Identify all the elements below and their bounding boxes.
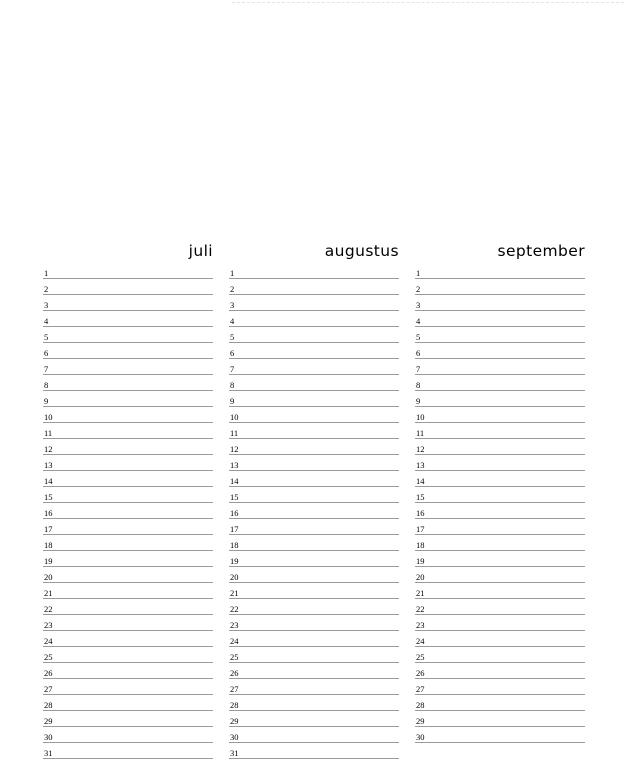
month-title: augustus [324, 242, 399, 260]
day-number: 18 [44, 540, 53, 550]
day-number: 20 [416, 572, 425, 582]
day-list [229, 263, 399, 759]
day-number: 11 [44, 428, 53, 438]
day-number: 14 [44, 476, 53, 486]
day-row [415, 279, 585, 295]
day-row [43, 279, 213, 295]
day-number: 7 [44, 364, 49, 374]
day-number: 18 [416, 540, 425, 550]
day-number: 27 [416, 684, 425, 694]
day-number: 5 [44, 332, 49, 342]
day-number: 12 [416, 444, 425, 454]
day-number: 8 [230, 380, 235, 390]
day-row [43, 743, 213, 759]
day-number: 31 [230, 748, 239, 758]
day-row [229, 343, 399, 359]
day-number: 24 [416, 636, 425, 646]
day-row [43, 343, 213, 359]
day-row [43, 647, 213, 663]
day-number: 20 [230, 572, 239, 582]
day-number: 8 [44, 380, 49, 390]
day-row [229, 327, 399, 343]
day-number: 13 [416, 460, 425, 470]
day-number: 13 [44, 460, 53, 470]
day-row [43, 327, 213, 343]
day-row [43, 599, 213, 615]
day-row [415, 583, 585, 599]
day-number: 22 [416, 604, 425, 614]
day-number: 31 [44, 748, 53, 758]
day-row [229, 727, 399, 743]
day-row [43, 487, 213, 503]
day-row [43, 391, 213, 407]
day-row [43, 359, 213, 375]
day-number: 25 [416, 652, 425, 662]
day-row [43, 711, 213, 727]
day-number: 11 [416, 428, 425, 438]
day-row [43, 695, 213, 711]
day-number: 15 [416, 492, 425, 502]
day-number: 19 [44, 556, 53, 566]
day-list [415, 263, 585, 743]
day-row [43, 663, 213, 679]
day-number: 28 [44, 700, 53, 710]
day-number: 25 [44, 652, 53, 662]
day-row [229, 471, 399, 487]
day-number: 22 [230, 604, 239, 614]
day-row [415, 599, 585, 615]
day-row [415, 343, 585, 359]
day-row [43, 615, 213, 631]
day-number: 19 [230, 556, 239, 566]
day-row [415, 711, 585, 727]
day-number: 3 [230, 300, 235, 310]
writing-line [229, 758, 399, 759]
day-row [229, 583, 399, 599]
day-number: 26 [416, 668, 425, 678]
day-number: 26 [230, 668, 239, 678]
day-number: 26 [44, 668, 53, 678]
day-number: 17 [44, 524, 53, 534]
day-row [415, 567, 585, 583]
month-column-augustus [229, 239, 399, 759]
day-number: 23 [230, 620, 239, 630]
day-number: 28 [230, 700, 239, 710]
day-row [43, 727, 213, 743]
day-number: 27 [230, 684, 239, 694]
month-title: september [497, 242, 585, 260]
day-number: 15 [230, 492, 239, 502]
writing-line [415, 742, 585, 743]
day-number: 4 [416, 316, 421, 326]
day-number: 29 [416, 716, 425, 726]
month-title: juli [188, 242, 213, 260]
day-number: 30 [230, 732, 239, 742]
day-row [229, 439, 399, 455]
day-row [229, 487, 399, 503]
day-number: 29 [230, 716, 239, 726]
day-number: 24 [230, 636, 239, 646]
day-row [229, 375, 399, 391]
day-number: 17 [230, 524, 239, 534]
day-row [415, 679, 585, 695]
day-row [229, 311, 399, 327]
day-row [415, 663, 585, 679]
day-number: 24 [44, 636, 53, 646]
day-row [415, 519, 585, 535]
day-number: 9 [416, 396, 421, 406]
day-number: 11 [230, 428, 239, 438]
day-row [229, 423, 399, 439]
day-row [229, 407, 399, 423]
day-row [229, 295, 399, 311]
day-row [43, 423, 213, 439]
day-row [229, 743, 399, 759]
day-number: 9 [44, 396, 49, 406]
day-row [43, 263, 213, 279]
day-row [229, 535, 399, 551]
day-row [415, 471, 585, 487]
day-row [43, 471, 213, 487]
day-number: 2 [230, 284, 235, 294]
day-list [43, 263, 213, 759]
day-row [229, 503, 399, 519]
day-row [415, 455, 585, 471]
day-number: 3 [44, 300, 49, 310]
day-number: 21 [416, 588, 425, 598]
day-row [229, 263, 399, 279]
day-number: 18 [230, 540, 239, 550]
day-row [43, 311, 213, 327]
day-row [415, 727, 585, 743]
day-number: 15 [44, 492, 53, 502]
day-row [229, 679, 399, 695]
day-row [229, 519, 399, 535]
day-row [43, 679, 213, 695]
month-calendar [43, 239, 584, 763]
day-number: 22 [44, 604, 53, 614]
day-number: 19 [416, 556, 425, 566]
day-row [43, 503, 213, 519]
day-number: 6 [44, 348, 49, 358]
day-row [415, 295, 585, 311]
day-row [229, 647, 399, 663]
day-row [229, 279, 399, 295]
day-number: 21 [44, 588, 53, 598]
day-number: 16 [44, 508, 53, 518]
day-row [229, 663, 399, 679]
day-number: 30 [416, 732, 425, 742]
day-number: 10 [416, 412, 425, 422]
day-number: 10 [44, 412, 53, 422]
day-number: 5 [416, 332, 421, 342]
day-number: 30 [44, 732, 53, 742]
day-row [229, 359, 399, 375]
day-row [43, 551, 213, 567]
day-row [229, 567, 399, 583]
day-number: 27 [44, 684, 53, 694]
day-row [415, 551, 585, 567]
day-row [415, 487, 585, 503]
day-number: 12 [230, 444, 239, 454]
day-number: 4 [44, 316, 49, 326]
day-row [43, 519, 213, 535]
day-row [43, 375, 213, 391]
day-row [43, 455, 213, 471]
day-number: 7 [230, 364, 235, 374]
day-number: 6 [416, 348, 421, 358]
day-row [415, 327, 585, 343]
day-row [43, 295, 213, 311]
day-number: 9 [230, 396, 235, 406]
day-row [229, 711, 399, 727]
day-number: 8 [416, 380, 421, 390]
day-number: 12 [44, 444, 53, 454]
day-row [415, 647, 585, 663]
day-row [43, 567, 213, 583]
day-number: 1 [230, 268, 235, 278]
day-number: 29 [44, 716, 53, 726]
day-row [43, 439, 213, 455]
day-number: 4 [230, 316, 235, 326]
day-number: 2 [44, 284, 49, 294]
day-row [229, 599, 399, 615]
day-row [229, 391, 399, 407]
day-row [415, 695, 585, 711]
day-row [415, 535, 585, 551]
day-number: 2 [416, 284, 421, 294]
day-row [415, 407, 585, 423]
day-number: 25 [230, 652, 239, 662]
top-divider [232, 2, 624, 3]
day-row [229, 695, 399, 711]
day-number: 28 [416, 700, 425, 710]
day-number: 7 [416, 364, 421, 374]
month-column-september [415, 239, 585, 743]
day-row [415, 615, 585, 631]
day-row [229, 551, 399, 567]
day-number: 23 [416, 620, 425, 630]
writing-line [43, 758, 213, 759]
day-number: 6 [230, 348, 235, 358]
day-row [43, 631, 213, 647]
day-row [229, 631, 399, 647]
day-row [415, 503, 585, 519]
day-number: 3 [416, 300, 421, 310]
day-row [229, 455, 399, 471]
day-number: 14 [230, 476, 239, 486]
day-number: 17 [416, 524, 425, 534]
day-number: 21 [230, 588, 239, 598]
day-number: 16 [230, 508, 239, 518]
day-number: 14 [416, 476, 425, 486]
day-row [415, 359, 585, 375]
day-row [43, 583, 213, 599]
day-number: 16 [416, 508, 425, 518]
day-number: 5 [230, 332, 235, 342]
day-row [43, 407, 213, 423]
day-number: 1 [416, 268, 421, 278]
day-number: 10 [230, 412, 239, 422]
day-row [415, 375, 585, 391]
day-row [415, 631, 585, 647]
month-column-juli [43, 239, 213, 759]
day-row [43, 535, 213, 551]
day-number: 13 [230, 460, 239, 470]
day-row [415, 263, 585, 279]
day-number: 20 [44, 572, 53, 582]
day-row [415, 391, 585, 407]
day-row [229, 615, 399, 631]
day-row [415, 311, 585, 327]
day-number: 23 [44, 620, 53, 630]
day-row [415, 423, 585, 439]
day-row [415, 439, 585, 455]
day-number: 1 [44, 268, 49, 278]
